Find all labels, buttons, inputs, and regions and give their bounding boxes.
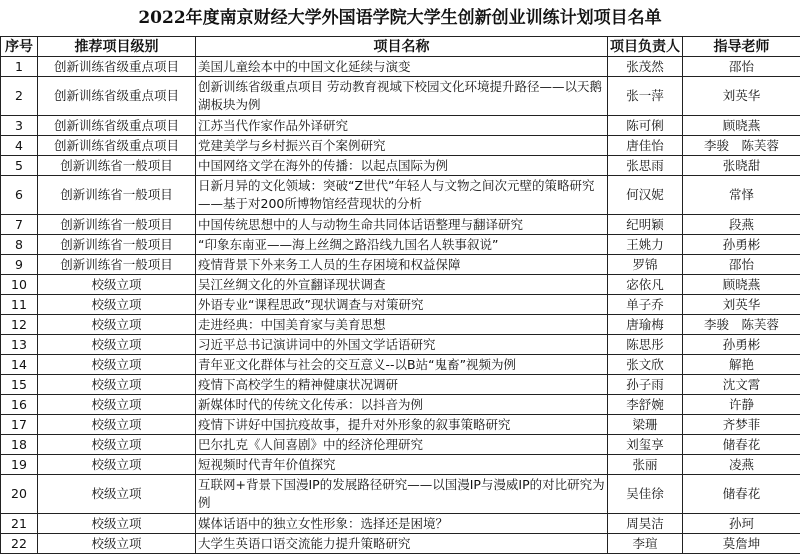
cell-advisor: 顾晓燕	[683, 275, 800, 295]
cell-level: 校级立项	[38, 375, 196, 395]
cell-no: 4	[1, 136, 38, 156]
cell-project-name: 江苏当代作家作品外译研究	[196, 116, 608, 136]
cell-level: 校级立项	[38, 455, 196, 475]
cell-level: 创新训练省一般项目	[38, 255, 196, 275]
cell-leader: 王姚力	[608, 235, 683, 255]
cell-project-name: 大学生英语口语交流能力提升策略研究	[196, 534, 608, 554]
cell-no: 8	[1, 235, 38, 255]
cell-project-name: “印象东南亚——海上丝绸之路沿线九国名人轶事叙说”	[196, 235, 608, 255]
cell-no: 12	[1, 315, 38, 335]
cell-advisor: 段燕	[683, 215, 800, 235]
cell-project-name: 疫情背景下外来务工人员的生存困境和权益保障	[196, 255, 608, 275]
table-row	[1, 455, 800, 475]
cell-project-name: 外语专业“课程思政”现状调查与对策研究	[196, 295, 608, 315]
cell-no: 17	[1, 415, 38, 435]
cell-no: 14	[1, 355, 38, 375]
cell-no: 10	[1, 275, 38, 295]
cell-level: 校级立项	[38, 335, 196, 355]
cell-project-name: 美国儿童绘本中的中国文化延续与演变	[196, 57, 608, 77]
cell-advisor: 莫詹坤	[683, 534, 800, 554]
cell-advisor: 凌燕	[683, 455, 800, 475]
table-row	[1, 136, 800, 156]
cell-project-name: 走进经典：中国美育家与美育思想	[196, 315, 608, 335]
cell-advisor: 邵怡	[683, 255, 800, 275]
cell-level: 创新训练省级重点项目	[38, 116, 196, 136]
cell-leader: 唐瑜梅	[608, 315, 683, 335]
cell-leader: 张丽	[608, 455, 683, 475]
cell-advisor: 李骏 陈芙蓉	[683, 136, 800, 156]
cell-no: 18	[1, 435, 38, 455]
table-row	[1, 514, 800, 534]
cell-no: 13	[1, 335, 38, 355]
table-row	[1, 235, 800, 255]
cell-leader: 周昊洁	[608, 514, 683, 534]
cell-level: 校级立项	[38, 395, 196, 415]
cell-level: 创新训练省一般项目	[38, 235, 196, 255]
cell-project-name: 吴江丝绸文化的外宣翻译现状调查	[196, 275, 608, 295]
cell-level: 校级立项	[38, 315, 196, 335]
cell-project-name: 中国传统思想中的人与动物生命共同体话语整理与翻译研究	[196, 215, 608, 235]
cell-leader: 张思雨	[608, 156, 683, 176]
cell-advisor: 孙珂	[683, 514, 800, 534]
cell-leader: 张文欣	[608, 355, 683, 375]
cell-project-name: 疫情下高校学生的精神健康状况调研	[196, 375, 608, 395]
cell-advisor: 常怿	[683, 176, 800, 215]
cell-leader: 唐佳怡	[608, 136, 683, 156]
table-row	[1, 255, 800, 275]
cell-level: 创新训练省级重点项目	[38, 77, 196, 116]
cell-project-name: 中国网络文学在海外的传播：以起点国际为例	[196, 156, 608, 176]
cell-advisor: 刘英华	[683, 77, 800, 116]
cell-level: 创新训练省级重点项目	[38, 136, 196, 156]
cell-level: 校级立项	[38, 534, 196, 554]
cell-no: 1	[1, 57, 38, 77]
cell-leader: 何汉妮	[608, 176, 683, 215]
cell-no: 15	[1, 375, 38, 395]
cell-leader: 宓依凡	[608, 275, 683, 295]
header-advisor: 指导老师	[683, 37, 800, 57]
cell-no: 20	[1, 475, 38, 514]
table-row	[1, 275, 800, 295]
table-row	[1, 355, 800, 375]
cell-leader: 梁珊	[608, 415, 683, 435]
cell-leader: 孙子雨	[608, 375, 683, 395]
cell-no: 11	[1, 295, 38, 315]
table-row	[1, 156, 800, 176]
cell-leader: 刘玺享	[608, 435, 683, 455]
cell-project-name: 习近平总书记演讲词中的外国文学话语研究	[196, 335, 608, 355]
cell-leader: 陈可俐	[608, 116, 683, 136]
cell-no: 2	[1, 77, 38, 116]
cell-level: 校级立项	[38, 475, 196, 514]
cell-advisor: 邵怡	[683, 57, 800, 77]
cell-no: 7	[1, 215, 38, 235]
cell-leader: 陈思彤	[608, 335, 683, 355]
cell-leader: 李瑄	[608, 534, 683, 554]
cell-level: 校级立项	[38, 514, 196, 534]
cell-no: 21	[1, 514, 38, 534]
cell-level: 创新训练省一般项目	[38, 215, 196, 235]
cell-leader: 张茂然	[608, 57, 683, 77]
table-row	[1, 335, 800, 355]
page-title: 2022年度南京财经大学外国语学院大学生创新创业训练计划项目名单	[138, 8, 662, 28]
cell-project-name: 新媒体时代的传统文化传承：以抖音为例	[196, 395, 608, 415]
table-row	[1, 116, 800, 136]
cell-no: 5	[1, 156, 38, 176]
table-row	[1, 215, 800, 235]
cell-no: 16	[1, 395, 38, 415]
cell-level: 校级立项	[38, 435, 196, 455]
cell-advisor: 李骏 陈芙蓉	[683, 315, 800, 335]
table-row	[1, 435, 800, 455]
cell-leader: 吴佳徐	[608, 475, 683, 514]
cell-level: 创新训练省一般项目	[38, 156, 196, 176]
header-level: 推荐项目级别	[38, 37, 196, 57]
cell-project-name: 巴尔扎克《人间喜剧》中的经济伦理研究	[196, 435, 608, 455]
cell-project-name: 互联网+背景下国漫IP的发展路径研究——以国漫IP与漫威IP的对比研究为例	[196, 475, 608, 514]
table-row	[1, 77, 800, 116]
cell-project-name: 疫情下讲好中国抗疫故事，提升对外形象的叙事策略研究	[196, 415, 608, 435]
table-row	[1, 176, 800, 215]
cell-no: 9	[1, 255, 38, 275]
cell-project-name: 青年亚文化群体与社会的交互意义--以B站“鬼畜”视频为例	[196, 355, 608, 375]
cell-leader: 单子乔	[608, 295, 683, 315]
cell-advisor: 孙勇彬	[683, 235, 800, 255]
header-no: 序号	[1, 37, 38, 57]
cell-level: 校级立项	[38, 295, 196, 315]
cell-level: 校级立项	[38, 275, 196, 295]
cell-level: 校级立项	[38, 355, 196, 375]
cell-leader: 罗锦	[608, 255, 683, 275]
table-row	[1, 475, 800, 514]
header-name: 项目名称	[196, 37, 608, 57]
cell-project-name: 党建美学与乡村振兴百个案例研究	[196, 136, 608, 156]
table-header-row	[1, 37, 800, 57]
table-row	[1, 315, 800, 335]
cell-level: 创新训练省级重点项目	[38, 57, 196, 77]
cell-advisor: 顾晓燕	[683, 116, 800, 136]
cell-leader: 李舒婉	[608, 395, 683, 415]
cell-no: 22	[1, 534, 38, 554]
cell-leader: 张一萍	[608, 77, 683, 116]
cell-advisor: 许静	[683, 395, 800, 415]
cell-advisor: 刘英华	[683, 295, 800, 315]
table-row	[1, 415, 800, 435]
cell-leader: 纪明颖	[608, 215, 683, 235]
cell-project-name: 日新月异的文化领域：突破“Z世代”年轻人与文物之间次元壁的策略研究——基于对200所博物馆经营现状的分析	[196, 176, 608, 215]
cell-advisor: 沈文霄	[683, 375, 800, 395]
cell-level: 校级立项	[38, 415, 196, 435]
cell-advisor: 解艳	[683, 355, 800, 375]
table-row	[1, 395, 800, 415]
cell-advisor: 张晓甜	[683, 156, 800, 176]
cell-advisor: 孙勇彬	[683, 335, 800, 355]
cell-project-name: 短视频时代青年价值探究	[196, 455, 608, 475]
cell-advisor: 储春花	[683, 435, 800, 455]
table-row	[1, 57, 800, 77]
cell-level: 创新训练省一般项目	[38, 176, 196, 215]
cell-no: 19	[1, 455, 38, 475]
header-leader: 项目负责人	[608, 37, 683, 57]
cell-advisor: 齐梦菲	[683, 415, 800, 435]
cell-project-name: 创新训练省级重点项目 劳动教育视域下校园文化环境提升路径——以天鹅湖板块为例	[196, 77, 608, 116]
cell-project-name: 媒体话语中的独立女性形象：选择还是困境？	[196, 514, 608, 534]
cell-no: 6	[1, 176, 38, 215]
project-table	[0, 36, 800, 554]
cell-no: 3	[1, 116, 38, 136]
table-row	[1, 295, 800, 315]
cell-advisor: 储春花	[683, 475, 800, 514]
table-row	[1, 534, 800, 554]
table-row	[1, 375, 800, 395]
